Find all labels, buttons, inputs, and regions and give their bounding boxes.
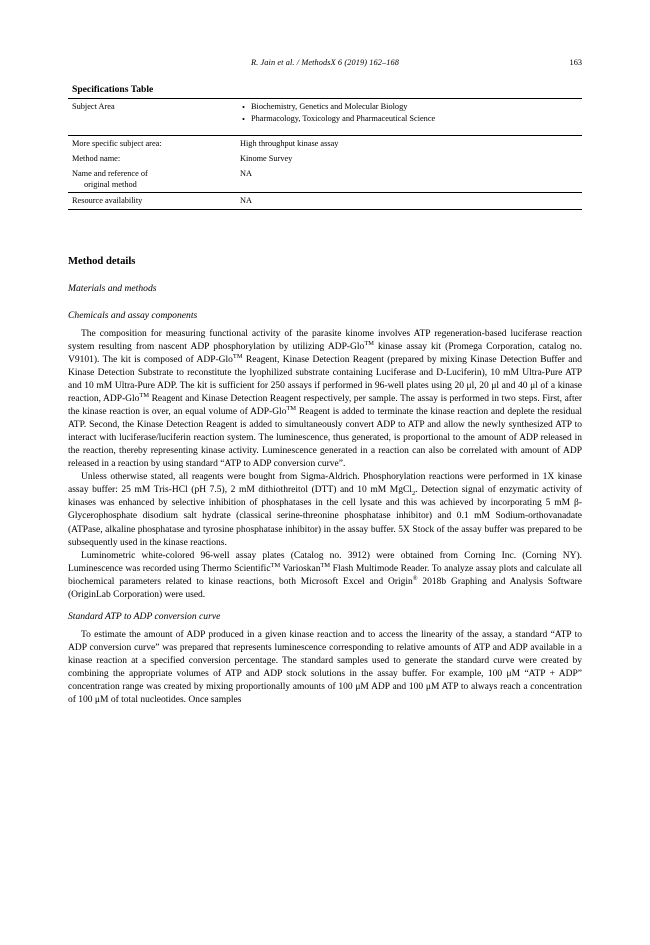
spec-label: Method name: xyxy=(72,154,121,164)
list-item: • Biochemistry, Genetics and Molecular Biology xyxy=(251,101,578,113)
text-run: 2018b Graphing and Analysis Software (OriginLab Corporation) were used. xyxy=(68,576,582,600)
text-run: Unless otherwise stated, all reagents were bought from Sigma-Aldrich. Phosphorylation reactions were performed in 1X kinase assay buffer: 25 mM Tris-HCl (pH 7.5), 2 mM dithiothreitol (DTT) and 10 mM MgCl xyxy=(68,472,582,496)
spec-label xyxy=(68,166,236,193)
text-run: Reagent is added to terminate the kinase reaction and deplete the residual ATP. Second, the Kinase Detection Reagent is added to simultaneously convert ADP to ATP and allow the newly synthesized ATP to interact with luciferase/luciferin reaction system. The luminescence, thus generated, is proportional to the amount of ADP released in the reaction, thereby representing kinase activity. Luminescence generated in a reaction can also be correlated with amount of ADP released in a reaction by using standard “ATP to ADP conversion curve”. xyxy=(68,406,582,470)
subsection-heading-standard-curve: Standard ATP to ADP conversion curve xyxy=(68,610,221,622)
superscript-tm: TM xyxy=(270,561,281,569)
text-run: Varioskan xyxy=(280,563,321,574)
table-row xyxy=(68,99,582,128)
specifications-table-title: Specifications Table xyxy=(72,84,154,95)
spec-value xyxy=(236,99,582,128)
spec-label: Subject Area xyxy=(72,102,115,111)
list-item: • Pharmacology, Toxicology and Pharmaceutical Science xyxy=(251,113,578,125)
spec-label-line1: Name and reference of xyxy=(72,169,148,179)
spec-value: High throughput kinase assay xyxy=(236,136,582,152)
paragraph-standard-curve-1: To estimate the amount of ADP produced in a given kinase reaction and to access the linearity of the assay, a standard “ATP to ADP conversion curve” was prepared that represents luminescence corresponding to relative amounts of ATP and ADP available in a kinase reaction at a specified conversion percentage. The standard samples used to generate the standard curve were created by combining the appropriate volumes of ATP and ADP stock solutions in the assay buffer. For example, 100 μM “ATP + ADP” concentration range was created by mixing proportionally amounts of 100 μM ADP and 100 μM ATP to always reach a concentration of 100 μM of total nucleotides. Once samples xyxy=(68,629,582,706)
running-head: R. Jain et al. / MethodsX 6 (2019) 162–168 xyxy=(251,58,399,67)
table-row xyxy=(68,151,582,166)
subsection-heading-chemicals: Chemicals and assay components xyxy=(68,309,198,321)
text-run: . Detection signal of enzymatic activity of kinases was enhanced by selective inhibition of phosphatases in the cell lysate and this was achieved by incorporating 5 mM β-Glycerophosphate disodium salt hydrate (classical serine-threonine phosphatase inhibitor) and 0.1 mM Sodium-orthovanadate (ATPase, alkaline phosphatase and tyrosine phosphatase inhibitor) in the assay buffer. 5X Stock of the assay buffer was prepared to be subsequently used in the kinase reactions. xyxy=(68,485,582,548)
table-row xyxy=(68,127,582,136)
page-content xyxy=(68,84,582,707)
text-run: The composition for measuring functional activity of the parasite kinome involves ATP regeneration-based luciferase reaction system resulting from nascent ADP phosphorylation by utilizing ADP-Glo xyxy=(68,328,582,352)
spec-value: NA xyxy=(236,193,582,209)
spec-value: Kinome Survey xyxy=(240,154,293,164)
table-row xyxy=(68,193,582,209)
paragraph-chemicals-1 xyxy=(68,328,582,472)
page-number: 163 xyxy=(569,58,582,67)
superscript-registered: ® xyxy=(412,574,418,582)
text-run: Reagent and Kinase Detection Reagent respectively, per sample. The assay is performed in two steps. First, after the kinase reaction is over, an equal volume of ADP-Glo xyxy=(68,393,582,417)
superscript-tm: TM xyxy=(286,404,297,412)
specifications-table xyxy=(68,98,582,210)
spec-label: More specific subject area: xyxy=(68,136,236,152)
subscript-two: 2 xyxy=(411,490,416,498)
text-run: Reagent, Kinase Detection Reagent (prepared by mixing Kinase Detection Buffer and Kinase Detection Substrate to reconstitute the lyophilized substrate containing Luciferase and D-Luciferin), 10 mM Ultra-Pure ATP and 10 mM Ultra-Pure ADP. The kit is sufficient for 250 assays if performed in 96-well plates using 20 μl, 20 μl and 40 μl of a kinase reaction, ADP-Glo xyxy=(68,354,582,404)
text-run: Luminometric white-colored 96-well assay plates (Catalog no. 3912) were obtained from Corning Inc. (Corning NY). Luminescence was recorded using Thermo Scientific xyxy=(68,550,582,574)
subject-area-list xyxy=(240,101,578,125)
spec-value: NA xyxy=(240,169,252,179)
spacer-cell xyxy=(68,127,582,136)
text-run: kinase assay kit (Promega Corporation, catalog no. V9101). The kit is composed of ADP-Glo xyxy=(68,341,582,365)
subsection-heading-materials-and-methods: Materials and methods xyxy=(68,282,157,294)
superscript-tm: TM xyxy=(139,391,150,399)
superscript-tm: TM xyxy=(320,561,331,569)
spec-label: Resource availability xyxy=(68,193,236,209)
section-heading-method-details: Method details xyxy=(68,255,136,267)
table-row xyxy=(68,166,582,193)
table-row xyxy=(68,136,582,152)
paragraph-chemicals-2 xyxy=(68,471,582,549)
superscript-tm: TM xyxy=(364,339,374,347)
superscript-tm: TM xyxy=(232,352,243,360)
text-run: Flash Multimode Reader. To analyze assay plots and calculate all biochemical parameters related to kinase reactions, both Microsoft Excel and Origin xyxy=(68,563,582,587)
paragraph-chemicals-3 xyxy=(68,550,582,602)
spec-label-line2: original method xyxy=(84,180,137,190)
